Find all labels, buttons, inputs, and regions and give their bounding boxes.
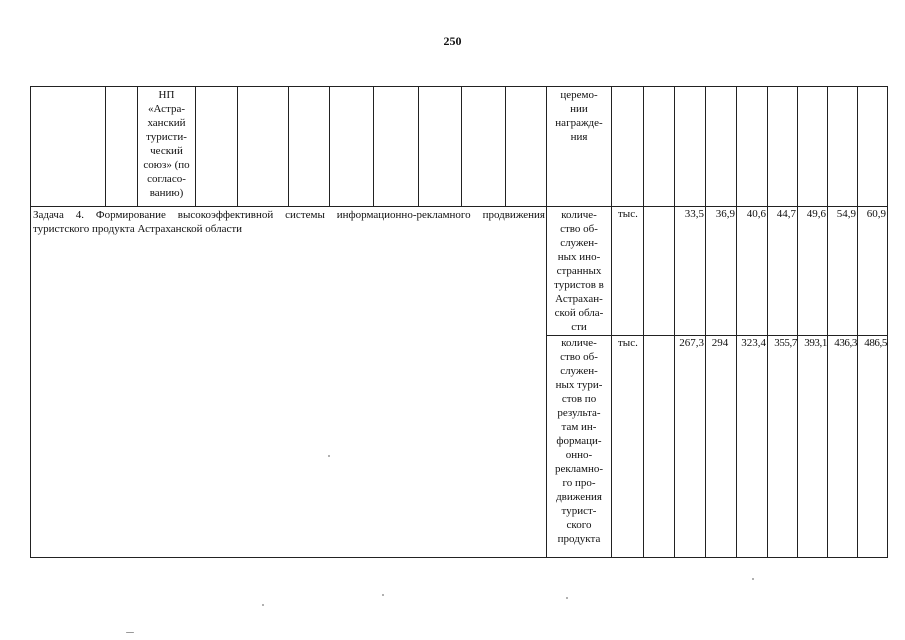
scan-speck bbox=[382, 594, 384, 596]
column-line-row1 bbox=[288, 86, 289, 207]
column-line bbox=[705, 86, 706, 558]
indicator-cell-ad-tourists: количе- ство об- служен- ных тури- стов по результа- там ин- формаци- онно- рекламно- го про- движения турист- ского продукта bbox=[554, 337, 604, 545]
scan-speck bbox=[328, 455, 330, 457]
scan-speck bbox=[126, 632, 134, 633]
column-line bbox=[736, 86, 737, 558]
value-cell: 54,9 bbox=[836, 208, 856, 220]
task-title: Задача 4. Формирование высокоэффективной системы информационно-рекламного продвижения туристского продукта Астраханской области bbox=[33, 209, 545, 235]
value-cell: 267,3 bbox=[679, 337, 704, 349]
column-line bbox=[611, 86, 612, 558]
column-line-row1 bbox=[195, 86, 196, 207]
column-line bbox=[857, 86, 858, 558]
value-cell: 40,6 bbox=[746, 208, 766, 220]
column-line-row1 bbox=[373, 86, 374, 207]
value-cell: 486,5 bbox=[864, 337, 887, 349]
value-cell: 60,9 bbox=[866, 208, 886, 220]
column-line bbox=[767, 86, 768, 558]
column-line bbox=[827, 86, 828, 558]
value-cell: 294 bbox=[711, 337, 729, 349]
column-line bbox=[674, 86, 675, 558]
table-top-border bbox=[30, 86, 888, 87]
value-cell: 33,5 bbox=[684, 208, 704, 220]
value-cell: 393,1 bbox=[804, 337, 827, 349]
indicator-cell-foreign-tourists: количе- ство об- служен- ных ино- странных туристов в Астрахан- ской обла- сти bbox=[554, 209, 604, 333]
column-line bbox=[887, 86, 888, 558]
scan-speck bbox=[262, 604, 264, 606]
unit-cell: тыс. bbox=[618, 337, 638, 349]
indicator-cell-ceremony: церемо- нии награжде- ния bbox=[555, 89, 603, 143]
value-cell: 323,4 bbox=[741, 337, 766, 349]
column-line-row1 bbox=[461, 86, 462, 207]
value-cell: 49,6 bbox=[806, 208, 826, 220]
value-cell: 44,7 bbox=[776, 208, 796, 220]
scan-speck bbox=[566, 597, 568, 599]
value-cell: 36,9 bbox=[715, 208, 735, 220]
page-number: 250 bbox=[443, 34, 462, 48]
column-line bbox=[30, 86, 31, 558]
column-line-row1 bbox=[418, 86, 419, 207]
column-line-row1 bbox=[329, 86, 330, 207]
column-line bbox=[797, 86, 798, 558]
partner-cell: НП «Астра- ханский туристи- ческий союз» (по согласо- ванию) bbox=[143, 89, 190, 199]
column-line-row1 bbox=[237, 86, 238, 207]
column-line bbox=[643, 86, 644, 558]
value-cell: 436,3 bbox=[834, 337, 857, 349]
unit-cell: тыс. bbox=[618, 208, 638, 220]
column-line-row1 bbox=[105, 86, 106, 207]
value-cell: 355,7 bbox=[774, 337, 797, 349]
column-line-row1 bbox=[505, 86, 506, 207]
table-bottom-border bbox=[30, 557, 888, 558]
scan-speck bbox=[752, 578, 754, 580]
